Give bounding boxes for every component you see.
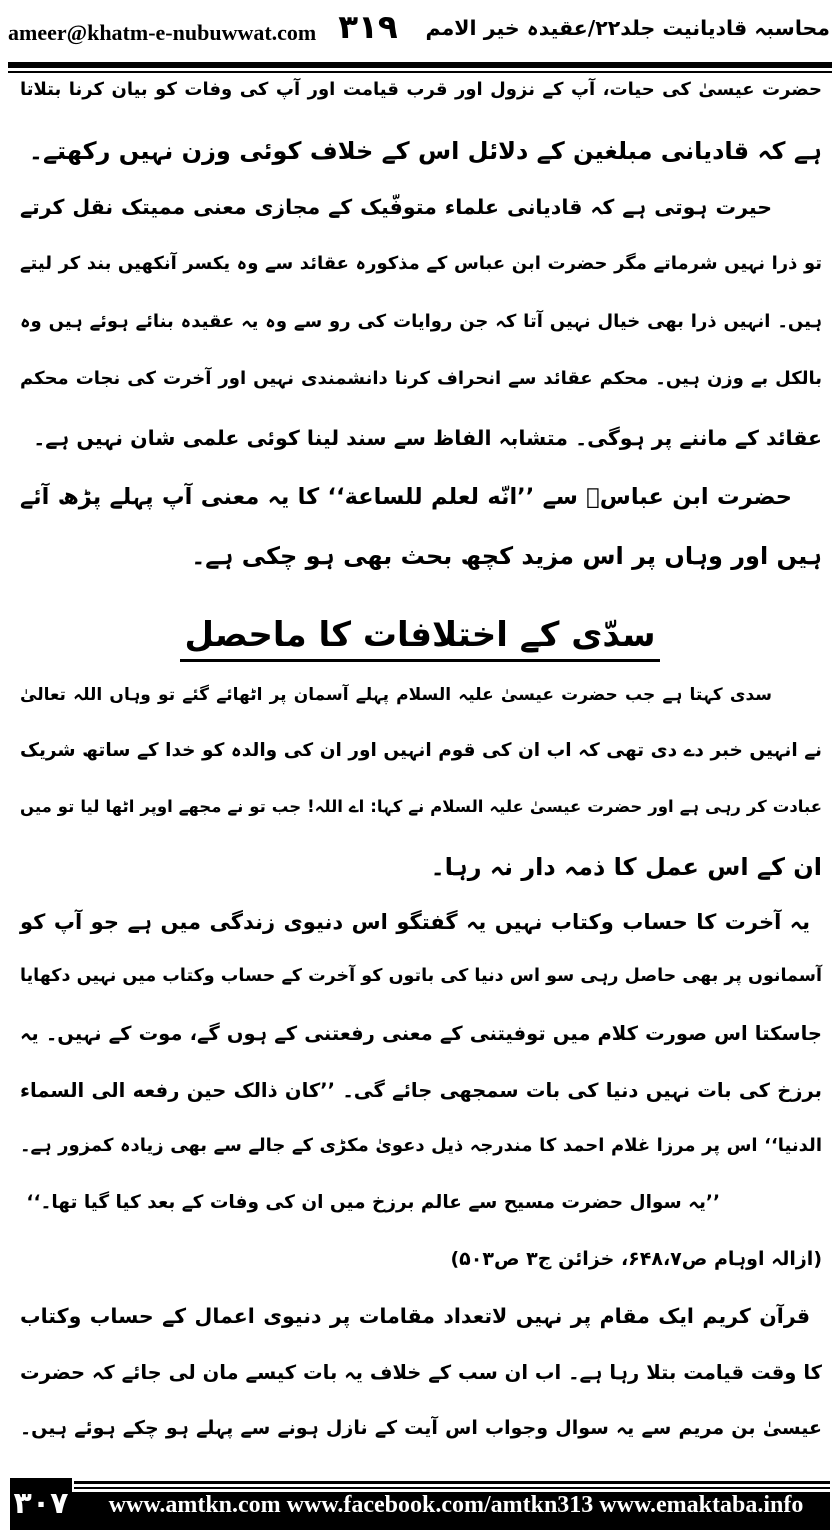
header-book-title: محاسبہ قادیانیت جلد۲۲/عقیدہ خیر الامم <box>425 16 830 40</box>
text-line: قرآن کریم ایک مقام پر نہیں لاتعداد مقامات پر دنیوی اعمال کے حساب وکتاب <box>20 1304 810 1328</box>
text-line: الدنیا‘‘ اس پر مرزا غلام احمد کا مندرجہ ذیل دعویٰ مکڑی کے جالے سے بھی زیادہ کمزور ہے۔ <box>20 1135 822 1156</box>
text-line: ہیں۔ انہیں ذرا بھی خیال نہیں آتا کہ جن روایات کی رو سے وہ یہ عقیدہ بنائے ہوئے ہیں وہ <box>20 311 822 332</box>
text-line: ان کے اس عمل کا ذمہ دار نہ رہا۔ <box>430 853 822 881</box>
text-line: جاسکتا اس صورت کلام میں توفیتنی کے معنی رفعتنی کے ہوں گے، موت کے نہیں۔ یہ <box>20 1022 822 1045</box>
text-line: عیسیٰ بن مریم سے یہ سوال وجواب اس آیت کے نازل ہونے سے پہلے ہو چکے ہوئے ہیں۔ <box>20 1417 822 1439</box>
section-heading: سدّی کے اختلافات کا ماحصل <box>0 614 840 655</box>
text-line: حضرت عیسیٰ کی حیات، آپ کے نزول اور قرب قیامت اور آپ کی وفات کو بیان کرنا بتلاتا <box>20 79 822 100</box>
text-line: بالکل بے وزن ہیں۔ محکم عقائد سے انحراف کرنا دانشمندی نہیں اور آخرت کی نجات محکم <box>20 368 822 389</box>
text-line: ہے کہ قادیانی مبلغین کے دلائل اس کے خلاف کوئی وزن نہیں رکھتے۔ <box>28 137 822 165</box>
reference-citation: (ازالہ اوہام ص۶۴۸،۷، خزائن ج۳ ص۵۰۳) <box>450 1248 822 1270</box>
text-line: نے انہیں خبر دے دی تھی کہ اب ان کی قوم انہیں اور ان کی والدہ کو خدا کے ساتھ شریک <box>20 740 822 761</box>
text-line: سدی کہتا ہے جب حضرت عیسیٰ علیہ السلام پہلے آسمان پر اٹھائے گئے تو وہاں اللہ تعالیٰ <box>20 685 772 705</box>
header-rule-thin <box>8 71 832 73</box>
text-line: یہ آخرت کا حساب وکتاب نہیں یہ گفتگو اس دنیوی زندگی میں ہے جو آپ کو <box>20 910 810 934</box>
text-line: برزخ کی بات نہیں دنیا کی بات سمجھی جائے گی۔ ’’کان ذالک حین رفعه الی السماء <box>20 1079 822 1102</box>
text-line: عقائد کے ماننے پر ہوگی۔ متشابہ الفاظ سے سند لینا کوئی علمی شان نہیں ہے۔ <box>33 426 822 450</box>
text-line: آسمانوں پر بھی حاصل رہی سو اس دنیا کی باتوں کو آخرت کے حساب وکتاب میں نہیں دکھایا <box>20 966 822 986</box>
quote-line: ’’یہ سوال حضرت مسیح سے عالم برزخ میں ان کی وفات کے بعد کیا گیا تھا۔‘‘ <box>26 1192 720 1213</box>
text-line: حضرت ابن عباسؓ سے ’’انّه لعلم للساعة‘‘ کا یہ معنی آپ پہلے پڑھ آئے <box>20 484 792 510</box>
footer-rule <box>74 1481 830 1484</box>
text-line: حیرت ہوتی ہے کہ قادیانی علماء متوفّیک کے مجازی معنی ممیتک نقل کرتے <box>20 195 772 219</box>
footer-links: www.amtkn.com www.facebook.com/amtkn313 www.emaktaba.info <box>108 1492 804 1518</box>
text-line: کا وقت قیامت بتلا رہا ہے۔ اب ان سب کے خلاف یہ بات کیسے مان لی جائے کہ حضرت <box>20 1361 822 1384</box>
text-line: تو ذرا نہیں شرماتے مگر حضرت ابن عباس کے مذکورہ عقائد سے وہ یکسر آنکھیں بند کر لیتے <box>20 253 822 274</box>
footer-rule <box>74 1487 830 1489</box>
text-line: ہیں اور وہاں پر اس مزید کچھ بحث بھی ہو چکی ہے۔ <box>191 542 822 570</box>
header-email: ameer@khatm-e-nubuwwat.com <box>8 20 317 45</box>
footer-page-number: ۳۰۷ <box>10 1478 72 1530</box>
text-line: عبادت کر رہی ہے اور حضرت عیسیٰ علیہ السلام نے کہا: اے اللہ! جب تو نے مجھے اوپر اٹھا لیا تو میں <box>20 797 822 816</box>
header-rule-thick <box>8 62 832 68</box>
header-page-number: ۳۱۹ <box>338 8 398 46</box>
